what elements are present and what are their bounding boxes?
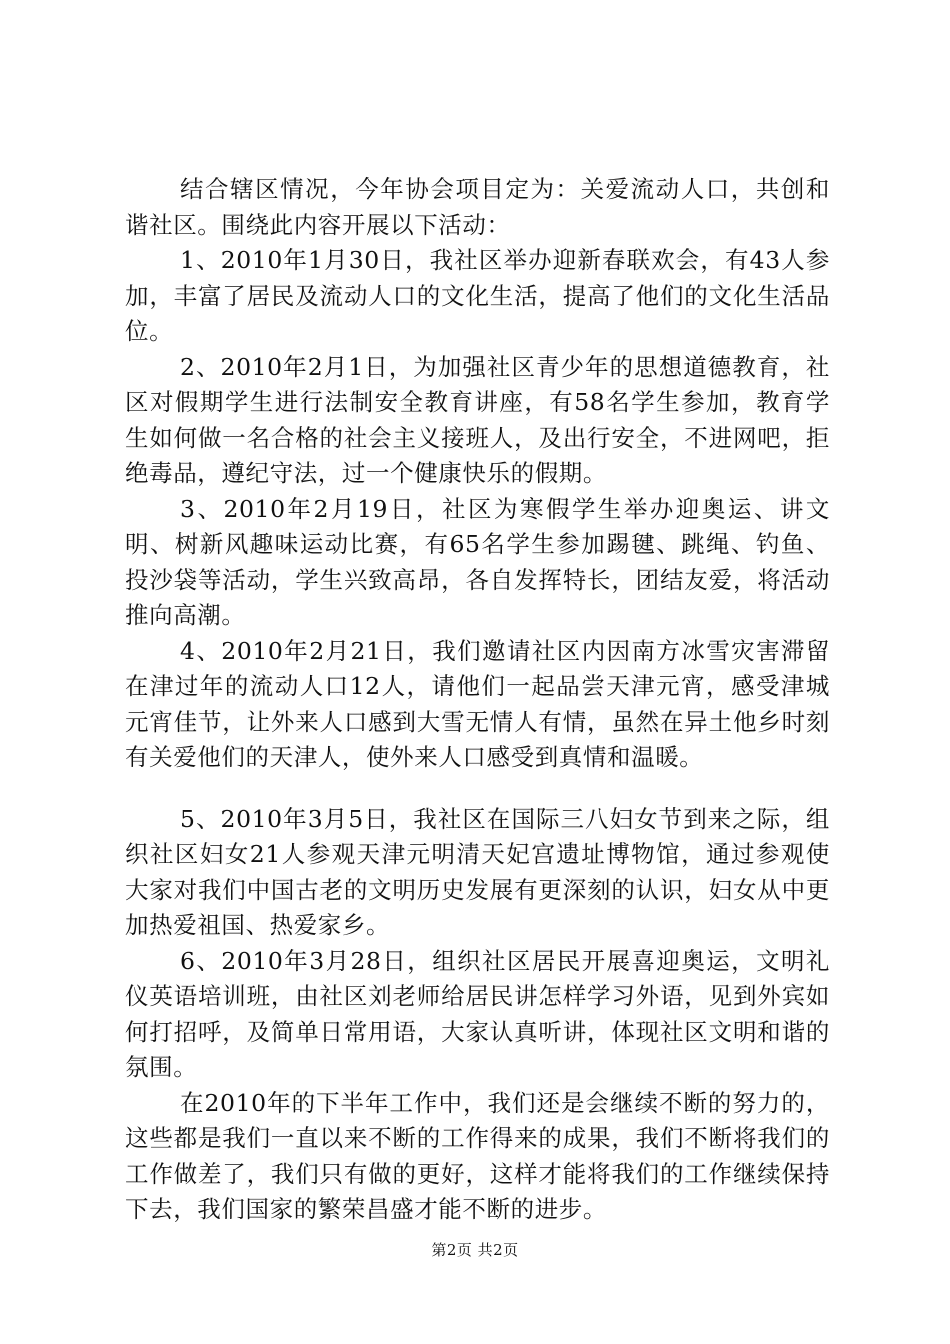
activity-paragraph-4: 4、2010年2月21日，我们邀请社区内因南方冰雪灾害滞留在津过年的流动人口12人，请他们一起品尝天津元宵，感受津城元宵佳节，让外来人口感到大雪无情人有情，虽然在异土他乡时刻有关爱他们的天津人，使外来人口感受到真情和温暖。 [125, 636, 830, 771]
activity-paragraph-2: 2、2010年2月1日，为加强社区青少年的思想道德教育，社区对假期学生进行法制安全教育讲座，有58名学生参加，教育学生如何做一名合格的社会主义接班人，及出行安全，不进网吧，拒绝毒品，遵纪守法，过一个健康快乐的假期。 [125, 352, 830, 487]
activity-paragraph-1: 1、2010年1月30日，我社区举办迎新春联欢会，有43人参加，丰富了居民及流动人口的文化生活，提高了他们的文化生活品位。 [125, 246, 830, 345]
page-footer: 第2页 共2页 [431, 1241, 519, 1259]
activity-paragraph-6: 6、2010年3月28日，组织社区居民开展喜迎奥运，文明礼仪英语培训班，由社区刘老师给居民讲怎样学习外语，见到外宾如何打招呼，及简单日常用语，大家认真听讲，体现社区文明和谐的氛围。 [125, 946, 830, 1081]
activity-paragraph-5: 5、2010年3月5日，我社区在国际三八妇女节到来之际，组织社区妇女21人参观天津元明清天妃宫遗址博物馆，通过参观使大家对我们中国古老的文明历史发展有更深刻的认识，妇女从中更加热爱祖国、热爱家乡。 [125, 804, 830, 939]
document-body [125, 172, 830, 1228]
activity-paragraph-3: 3、2010年2月19日，社区为寒假学生举办迎奥运、讲文明、树新风趣味运动比赛，有65名学生参加踢毽、跳绳、钓鱼、投沙袋等活动，学生兴致高昂，各自发挥特长，团结友爱，将活动推向高潮。 [125, 494, 830, 629]
closing-paragraph: 在2010年的下半年工作中，我们还是会继续不断的努力的，这些都是我们一直以来不断的工作得来的成果，我们不断将我们的工作做差了，我们只有做的更好，这样才能将我们的工作继续保持下去，我们国家的繁荣昌盛才能不断的进步。 [125, 1088, 830, 1223]
intro-paragraph: 结合辖区情况，今年协会项目定为：关爱流动人口，共创和谐社区。围绕此内容开展以下活动： [125, 175, 830, 239]
